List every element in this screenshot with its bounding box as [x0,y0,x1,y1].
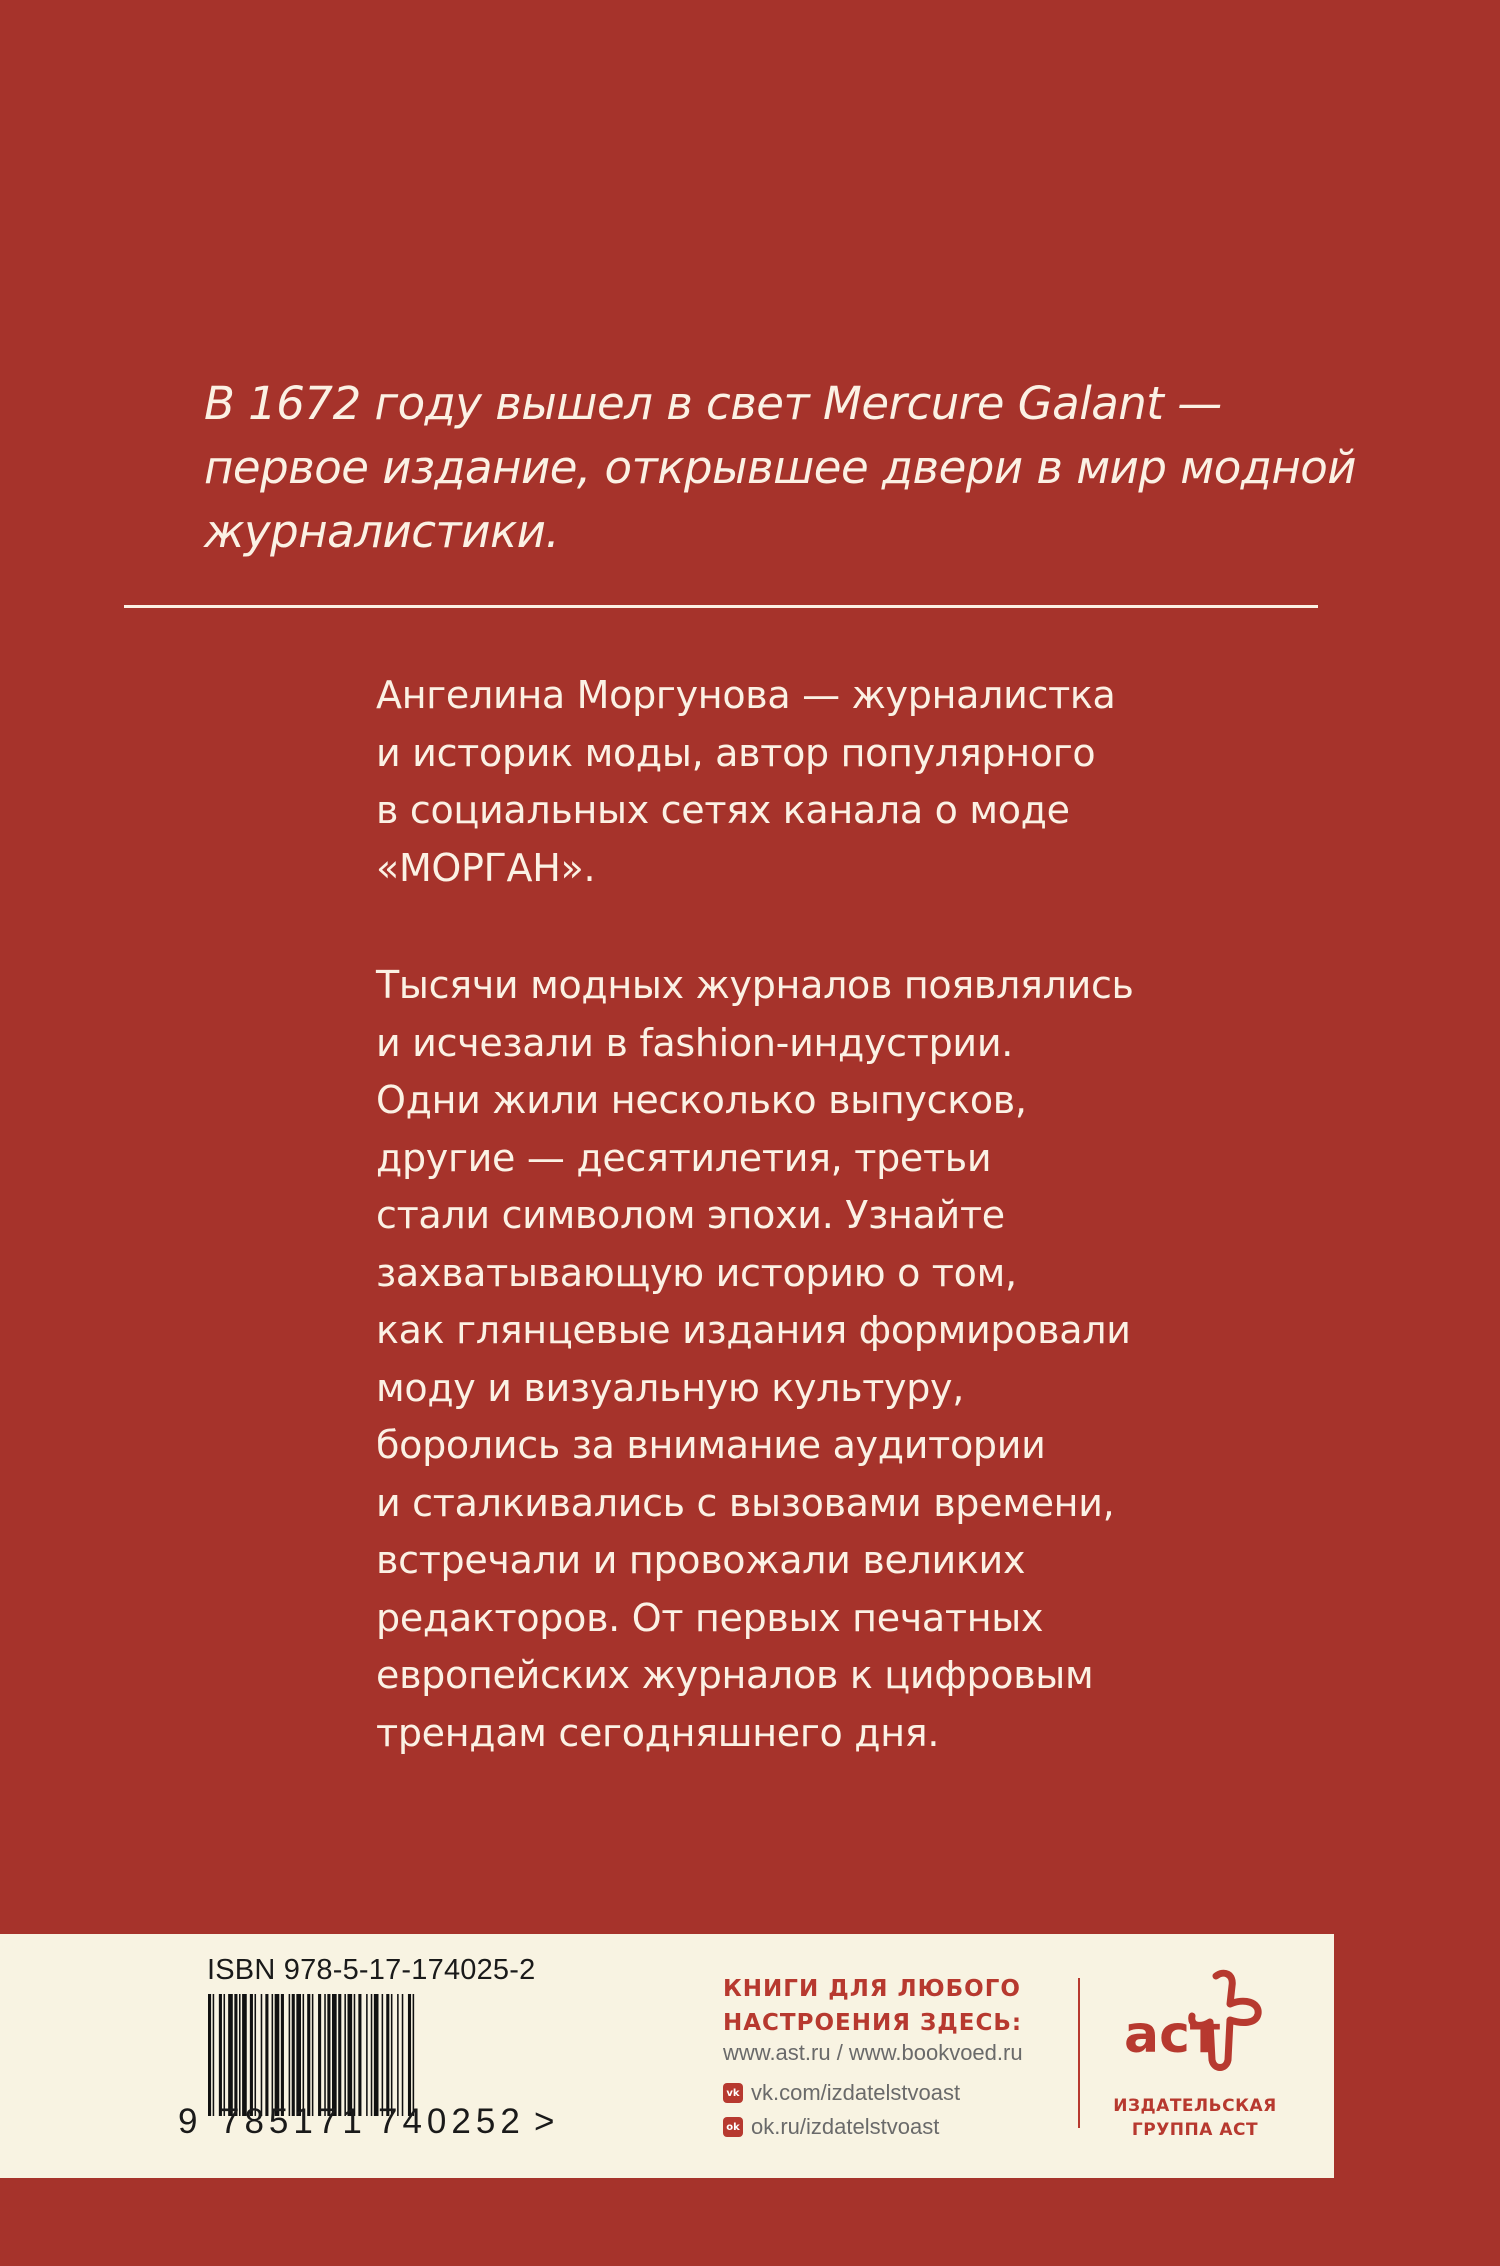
epigraph-quote [204,372,1357,564]
annotation-line: и исчезали в fashion-индустрии. [376,1020,1013,1065]
annotation-line: захватывающую историю о том, [376,1250,1017,1295]
barcode-bar [303,1994,305,2116]
annotation-line: Одни жили несколько выпусков, [376,1078,1027,1122]
barcode-bar [292,1994,295,2116]
annotation-line: другие — десятилетия, третьи [376,1135,992,1180]
barcode-bar [289,1994,291,2116]
barcode-bar [307,1994,310,2116]
annotation-line: как глянцевые издания формировали [376,1308,1131,1352]
annotation-line: трендам сегодняшнего дня. [376,1710,940,1755]
annotation-line: и сталкивались с вызовами времени, [376,1480,1115,1525]
barcode-bar [397,1994,399,2116]
bio-line: «МОРГАН». [376,845,596,890]
barcode-digit-group: 9 [178,2102,198,2141]
logo-caption [1100,2094,1290,2142]
barcode-bar [324,1994,326,2116]
annotation-line: боролись за внимание аудитории [376,1423,1046,1467]
barcode-bar [224,1994,226,2116]
barcode-bar [413,1994,415,2116]
barcode-bar [255,1994,257,2116]
bio-line: Ангелина Моргунова — журналистка [376,673,1116,717]
barcode-digit-group: 785171 [220,2102,367,2141]
annotation-line: моду и визуальную культуру, [376,1365,965,1410]
isbn-label: ISBN 978-5-17-174025-2 [207,1954,536,1986]
barcode-bar [374,1994,379,2116]
barcode-bar [281,1994,284,2116]
barcode-bar [265,1994,268,2116]
barcode-bar [338,1994,341,2116]
promo-heading-line: НАСТРОЕНИЯ ЗДЕСЬ: [723,2010,1023,2036]
barcode-bar [327,1994,330,2116]
barcode-bar [371,1994,373,2116]
logo-caption-line: ИЗДАТЕЛЬСКАЯ [1113,2096,1277,2116]
barcode-bar [318,1994,321,2116]
barcode-bar [408,1994,411,2116]
barcode-bar [234,1994,237,2116]
barcode-bar [261,1994,263,2116]
annotation-line: европейских журналов к цифровым [376,1653,1094,1697]
barcode-bar [272,1994,274,2116]
panel-separator [1078,1978,1080,2128]
logo-caption-line: ГРУППА АСТ [1131,2120,1259,2140]
barcode-bar [358,1994,361,2116]
barcode-bar [382,1994,384,2116]
promo-heading [723,1972,1083,2040]
barcode-bar [402,1994,404,2116]
barcode-bar [332,1994,337,2116]
barcode-bar [296,1994,301,2116]
barcode [208,1994,533,2116]
quote-line: журналистики. [204,505,560,558]
barcode-bar [312,1994,314,2116]
vk-icon: vk [723,2083,743,2103]
barcode-bar [366,1994,368,2116]
barcode-bar [239,1994,241,2116]
vk-link[interactable] [723,2078,960,2108]
barcode-bar [250,1994,253,2116]
promo-heading-line: КНИГИ ДЛЯ ЛЮБОГО [723,1976,1021,2002]
ast-logo [1120,1968,1270,2078]
odnoklassniki-icon: ok [723,2117,743,2137]
barcode-bar [228,1994,233,2116]
barcode-bar [208,1994,211,2116]
annotation-line: встречали и провожали великих [376,1538,1026,1582]
barcode-bar [348,1994,353,2116]
bio-line: в социальных сетях канала о моде [376,788,1070,832]
quote-line: В 1672 году вышел в свет Mercure Galant — [204,377,1222,430]
barcode-bar [386,1994,389,2116]
barcode-bar [391,1994,393,2116]
book-annotation [376,957,1136,1762]
barcode-digits [178,2102,578,2146]
ok-link[interactable] [723,2112,939,2142]
annotation-line: редакторов. От первых печатных [376,1595,1044,1640]
barcode-digit-group: > [534,2102,555,2141]
barcode-bar [275,1994,280,2116]
barcode-bar [354,1994,356,2116]
barcode-bar [344,1994,346,2116]
annotation-line: стали символом эпохи. Узнайте [376,1193,1005,1237]
barcode-digit-group: 740252 [378,2102,525,2141]
barcode-bar [242,1994,247,2116]
ok-link-text: ok.ru/izdatelstvoast [751,2114,940,2139]
imprint-panel [0,1934,1334,2178]
author-bio [376,667,1136,897]
publisher-websites[interactable]: www.ast.ru / www.bookvoed.ru [723,2040,1023,2065]
divider-line [124,605,1318,608]
barcode-bar [213,1994,215,2116]
vk-link-text: vk.com/izdatelstvoast [751,2080,961,2105]
annotation-line: Тысячи модных журналов появлялись [376,963,1134,1007]
bio-line: и историк моды, автор популярного [376,730,1096,775]
barcode-bar [219,1994,222,2116]
quote-line: первое издание, открывшее двери в мир модной [204,441,1357,494]
logo-text: аст [1124,2005,1221,2065]
